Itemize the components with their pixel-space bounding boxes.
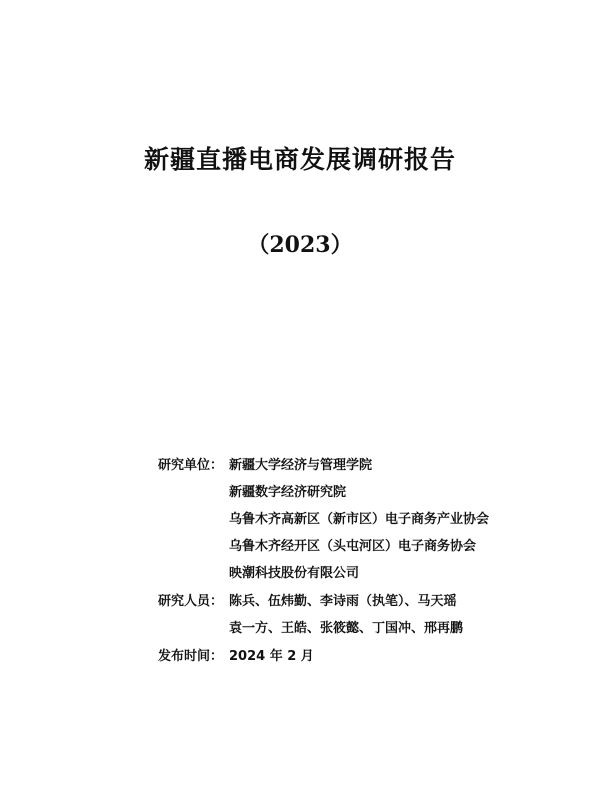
release-label: 发布时间： [158,649,224,664]
research-unit: 新疆数字经济研究院 [229,485,347,500]
release-value-wrap [229,647,578,667]
researchers-label: 研究人员： [158,594,224,609]
research-units-label: 研究单位： [158,458,224,473]
research-units-row [158,456,578,584]
report-info-block [158,456,578,679]
researcher-line: 袁一方、王皓、张筱懿、丁国冲、邢再鹏 [229,621,464,636]
researchers-list [229,592,578,639]
research-unit: 乌鲁木齐经开区（头屯河区）电子商务协会 [229,539,477,554]
release-row [158,647,578,667]
report-year: （2023） [247,232,353,258]
researcher-line: 陈兵、伍炜勤、李诗雨（执笔）、马天瑶 [229,594,457,609]
research-unit: 乌鲁木齐高新区（新市区）电子商务产业协会 [229,512,490,527]
research-unit: 新疆大学经济与管理学院 [229,458,373,473]
research-units-list [229,456,578,584]
report-title: 新疆直播电商发展调研报告 [143,145,456,174]
release-date: 2024 年 2 月 [229,649,314,664]
research-unit: 映潮科技股份有限公司 [229,566,360,581]
researchers-row [158,592,578,639]
